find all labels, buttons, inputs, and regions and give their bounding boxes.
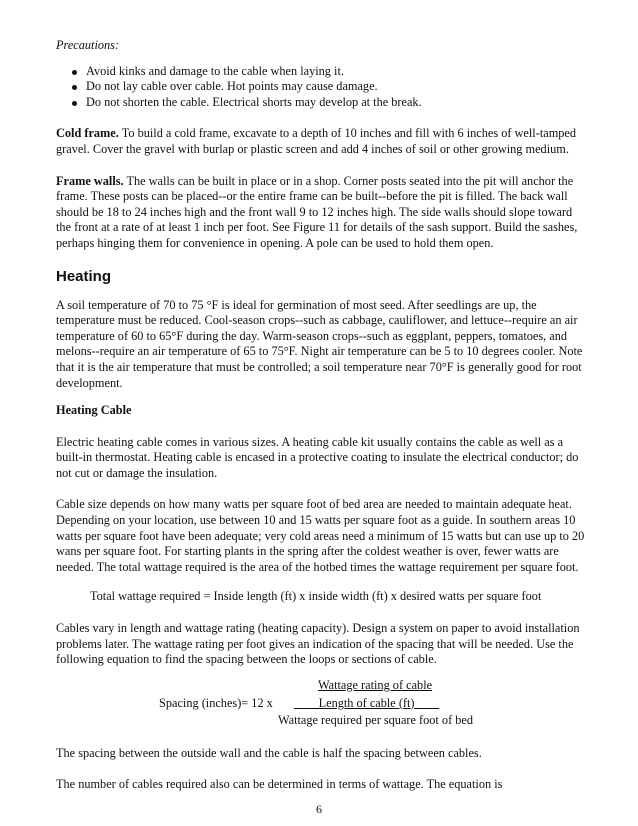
- cold-frame-label: Cold frame.: [56, 126, 119, 141]
- document-body: [56, 38, 586, 793]
- frame-walls-paragraph: [56, 174, 586, 252]
- list-item: Avoid kinks and damage to the cable when laying it.: [86, 64, 586, 80]
- cold-frame-paragraph: [56, 126, 586, 157]
- precautions-list: [56, 64, 586, 111]
- page-number: 6: [316, 802, 322, 816]
- heating-cable-paragraph-2: Cable size depends on how many watts per square foot of bed area are needed to maintain adequate heat. Depending on your location, use between 10 and 15 watts per square foot as a guide. In southern areas 10 watts per square foot have been adequate; very cold areas need a minimum of 15 watts but can use up to 20 wans per square foot. For starting plants in the spring after the coldest weather is over, fewer watts are needed. The total wattage required is the area of the hotbed times the wattage requirement per square foot.: [56, 497, 585, 574]
- total-wattage-formula: Total wattage required = Inside length (ft) x inside width (ft) x desired watts per square foot: [90, 589, 542, 604]
- precautions-title: Precautions:: [56, 38, 120, 52]
- list-item: Do not shorten the cable. Electrical shorts may develop at the break.: [86, 95, 586, 111]
- spacing-equation: [56, 678, 586, 730]
- frame-walls-text: The walls can be built in place or in a shop. Corner posts seated into the pit will anchor the frame. These posts can be placed--or the entire frame can be built--before the pit is filled. The back wall should be 18 to 24 inches high and the front wall 9 to 12 inches high. The side walls should slope toward the front at a rate of at least 1 inch per foot. See Figure 11 for details of the sash support. Build the sashes, perhaps hinging them for convenience in opening. A pole can be used to hold them open.: [56, 173, 578, 250]
- heating-cable-paragraph-4: The spacing between the outside wall and the cable is half the spacing between cables.: [56, 745, 482, 760]
- equation-lhs: Spacing (inches)= 12 x: [159, 695, 273, 710]
- heating-cable-paragraph-3: Cables vary in length and wattage rating (heating capacity). Design a system on paper to avoid installation problems later. The wattage rating per foot gives an indication of the spacing that will be needed. Use the following equation to find the spacing between the loops or sections of cable.: [56, 621, 580, 667]
- heating-cable-paragraph-1: Electric heating cable comes in various sizes. A heating cable kit usually contains the cable as well as a built-in thermostat. Heating cable is encased in a protective coating to insulate the electrical conductor; do not cut or damage the insulation.: [56, 434, 579, 480]
- heating-heading: Heating: [56, 267, 112, 285]
- heating-paragraph: A soil temperature of 70 to 75 °F is ideal for germination of most seed. After seedlings are up, the temperature must be reduced. Cool-season crops--such as cabbage, cauliflower, and lettuce--require an air temperature of 60 to 65°F during the day. Warm-season crops--such as eggplant, peppers, tomatoes, and melons--require an air temperature of 65 to 75°F. Night air temperature can be 5 to 10 degrees cooler. Note that it is the air temperature that must be controlled; a soil temperature near 70°F is generally good for root development.: [56, 297, 583, 390]
- equation-denominator-top: Length of cable (ft): [294, 695, 440, 710]
- list-item: Do not lay cable over cable. Hot points may cause damage.: [86, 79, 586, 95]
- frame-walls-label: Frame walls.: [56, 173, 124, 188]
- heating-cable-paragraph-5: The number of cables required also can be determined in terms of wattage. The equation is: [56, 777, 503, 792]
- equation-denominator-bottom: Wattage required per square foot of bed: [278, 712, 473, 727]
- equation-numerator: Wattage rating of cable: [318, 677, 433, 692]
- heating-cable-subheading: Heating Cable: [56, 403, 132, 418]
- cold-frame-text: To build a cold frame, excavate to a depth of 10 inches and fill with 6 inches of well-tamped gravel. Cover the gravel with burlap or plastic screen and add 4 inches of soil or other growing medium.: [56, 126, 577, 156]
